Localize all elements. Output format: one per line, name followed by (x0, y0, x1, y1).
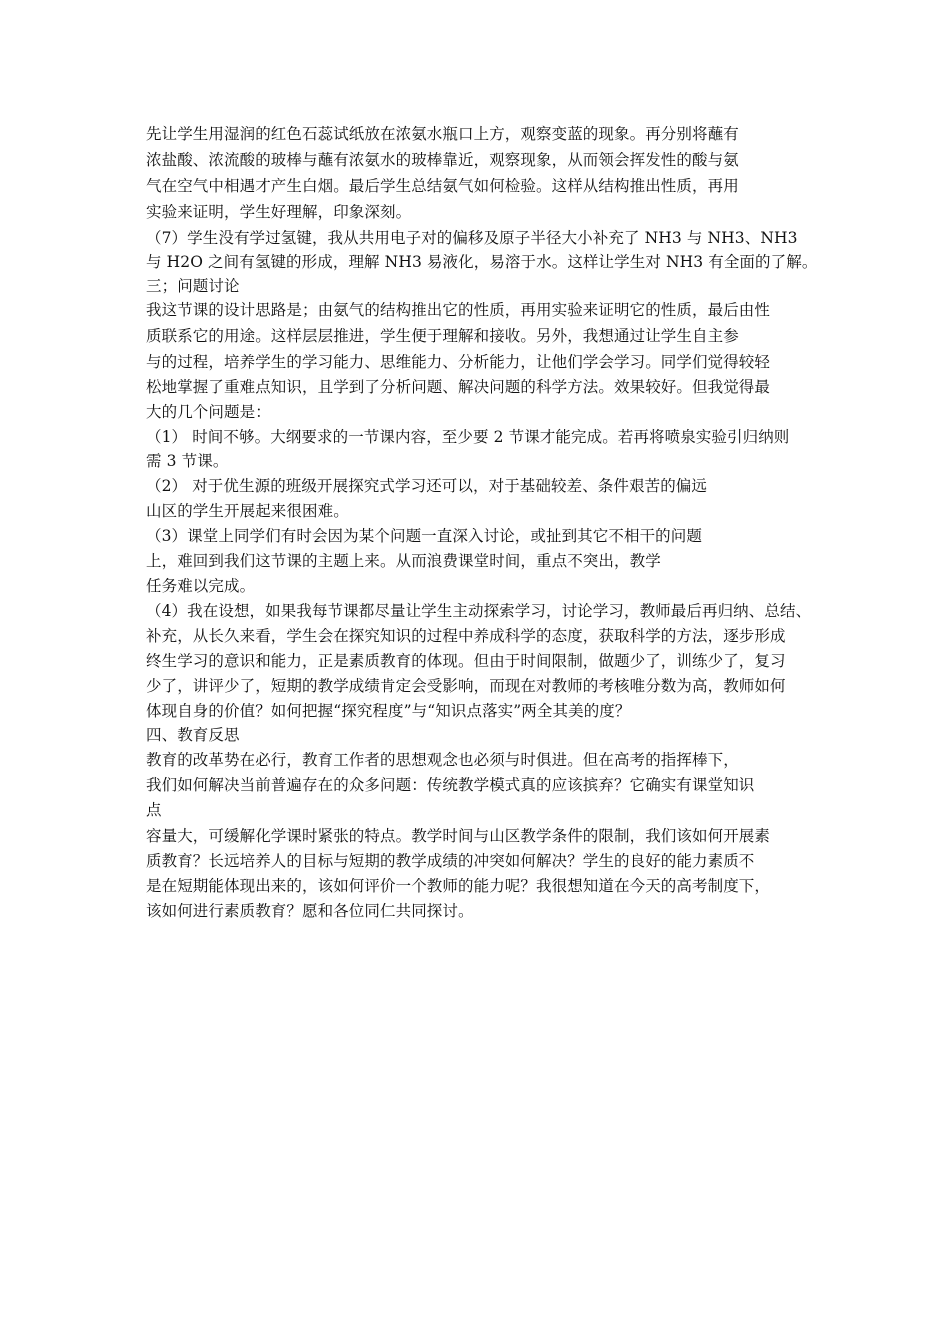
text-line: （2） 对于优生源的班级开展探究式学习还可以，对于基础较差、条件艰苦的偏远 (146, 477, 707, 495)
text-line: （4）我在设想，如果我每节课都尽量让学生主动探索学习，讨论学习，教师最后再归纳、总结、 (146, 602, 812, 620)
text-line: 我这节课的设计思路是；由氨气的结构推出它的性质，再用实验来证明它的性质，最后由性 (146, 301, 771, 319)
text-line: 点 (146, 801, 162, 819)
text-line: （3）课堂上同学们有时会因为某个问题一直深入讨论，或扯到其它不相干的问题 (146, 527, 702, 545)
text-line: 是在短期能体现出来的，该如何评价一个教师的能力呢？我很想知道在今天的高考制度下， (146, 877, 771, 895)
text-line: （1） 时间不够。大纲要求的一节课内容，至少要 2 节课才能完成。若再将喷泉实验引归纳则 (146, 428, 790, 446)
text-line: 我们如何解决当前普遍存在的众多问题：传统教学模式真的应该摈弃？它确实有课堂知识 (146, 776, 755, 794)
text-line: 体现自身的价值？如何把握“探究程度”与“知识点落实”两全其美的度？ (146, 702, 631, 720)
text-line: 实验来证明，学生好理解，印象深刻。 (146, 203, 412, 221)
text-line: 终生学习的意识和能力，正是素质教育的体现。但由于时间限制，做题少了，训练少了，复习 (146, 652, 786, 670)
text-line: 任务难以完成。 (146, 577, 256, 595)
text-line: 与的过程，培养学生的学习能力、思维能力、分析能力，让他们学会学习。同学们觉得较轻 (146, 353, 771, 371)
text-line: 质教育？长远培养人的目标与短期的教学成绩的冲突如何解决？学生的良好的能力素质不 (146, 852, 755, 870)
text-line: 大的几个问题是： (146, 403, 271, 421)
text-line: 与 H2O 之间有氢键的形成，理解 NH3 易液化，易溶于水。这样让学生对 NH3 有全面的了解。 (146, 253, 818, 271)
text-line: 少了，讲评少了，短期的教学成绩肯定会受影响，而现在对教师的考核唯分数为高，教师如何 (146, 677, 786, 695)
section-heading: 三；问题讨论 (146, 277, 240, 295)
text-line: 补充，从长久来看，学生会在探究知识的过程中养成科学的态度，获取科学的方法，逐步形成 (146, 627, 786, 645)
text-line: 该如何进行素质教育？愿和各位同仁共同探讨。 (146, 902, 474, 920)
text-line: 浓盐酸、浓流酸的玻棒与蘸有浓氨水的玻棒靠近，观察现象，从而领会挥发性的酸与氨 (146, 151, 739, 169)
text-line: 上，难回到我们这节课的主题上来。从而浪费课堂时间，重点不突出，教学 (146, 552, 661, 570)
text-line: 需 3 节课。 (146, 452, 229, 470)
text-line: 松地掌握了重难点知识，且学到了分析问题、解决问题的科学方法。效果较好。但我觉得最 (146, 378, 771, 396)
text-line: 质联系它的用途。这样层层推进，学生便于理解和接收。另外，我想通过让学生自主参 (146, 327, 739, 345)
text-line: 气在空气中相遇才产生白烟。最后学生总结氨气如何检验。这样从结构推出性质，再用 (146, 177, 739, 195)
text-line: 先让学生用湿润的红色石蕊试纸放在浓氨水瓶口上方，观察变蓝的现象。再分别将蘸有 (146, 125, 739, 143)
text-line: 山区的学生开展起来很困难。 (146, 502, 349, 520)
text-line: （7）学生没有学过氢键，我从共用电子对的偏移及原子半径大小补充了 NH3 与 NH3、NH3 (146, 229, 798, 247)
text-line: 教育的改革势在必行，教育工作者的思想观念也必须与时俱进。但在高考的指挥棒下， (146, 751, 739, 769)
section-heading: 四、教育反思 (146, 726, 240, 744)
text-line: 容量大，可缓解化学课时紧张的特点。教学时间与山区教学条件的限制，我们该如何开展素 (146, 827, 771, 845)
